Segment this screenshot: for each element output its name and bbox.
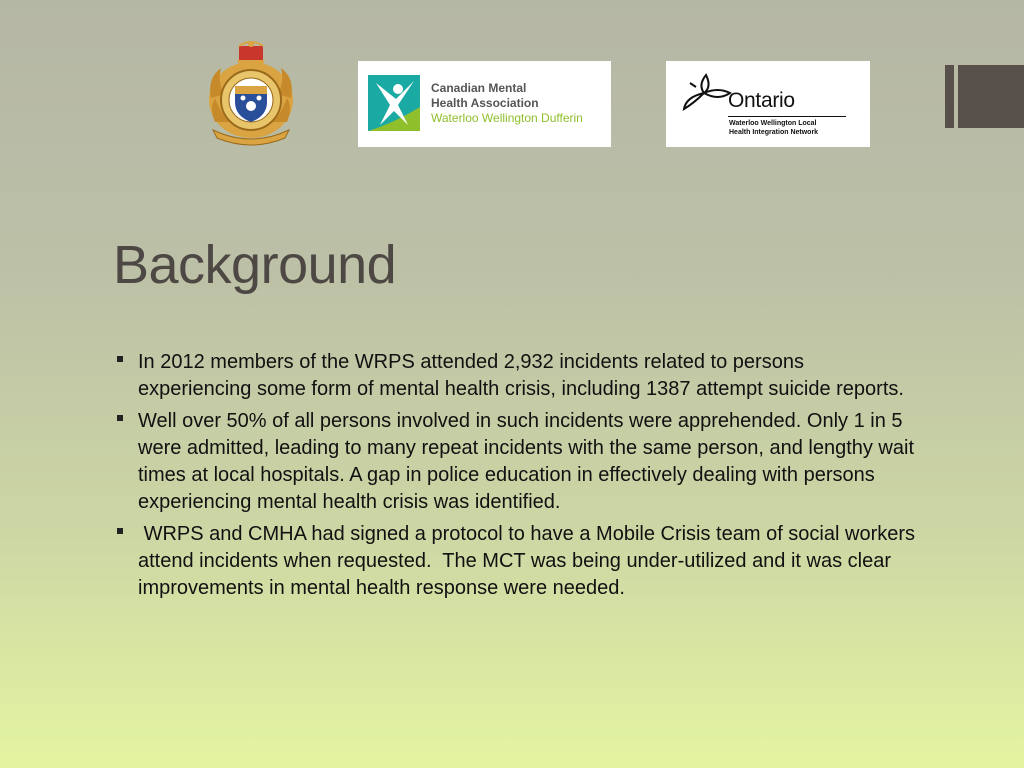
lhin-name-line1: Waterloo Wellington Local bbox=[729, 120, 817, 127]
slide-title: Background bbox=[113, 235, 397, 295]
ontario-rule bbox=[728, 116, 846, 117]
bullet-list bbox=[116, 349, 921, 607]
bullet-square-icon bbox=[117, 415, 123, 421]
cmha-name-line1: Canadian Mental bbox=[431, 81, 527, 95]
bullet-square-icon bbox=[117, 528, 123, 534]
bullet-text: WRPS and CMHA had signed a protocol to have a Mobile Crisis team of social workers attend incidents when requested. The MCT was being under-utilized and it was clear improvements in mental health response were needed. bbox=[138, 523, 921, 599]
cmha-figure-icon bbox=[368, 75, 420, 131]
police-crest-icon bbox=[205, 38, 297, 148]
police-crest-logo bbox=[205, 38, 297, 148]
trillium-icon bbox=[682, 73, 732, 113]
corner-accent-bar-wide bbox=[958, 65, 1024, 128]
bullet-text: Well over 50% of all persons involved in such incidents were apprehended. Only 1 in 5 were admitted, leading to many repeat incidents with the same person, and lengthy wait times at local hospitals. A gap in police education in effectively dealing with persons experiencing mental health crisis was identified. bbox=[138, 410, 914, 513]
lhin-name-line2: Health Integration Network bbox=[729, 129, 819, 136]
ontario-wordmark: Ontario bbox=[728, 89, 795, 112]
cmha-region-line: Waterloo Wellington Dufferin bbox=[431, 111, 583, 125]
corner-accent-bar-thin bbox=[945, 65, 954, 128]
bullet-item bbox=[116, 349, 916, 403]
bullet-text: In 2012 members of the WRPS attended 2,932 incidents related to persons experiencing some form of mental health crisis, including 1387 attempt suicide reports. bbox=[138, 351, 904, 400]
cmha-name-line2: Health Association bbox=[431, 96, 539, 110]
cmha-logo bbox=[358, 61, 611, 147]
bullet-item bbox=[116, 521, 921, 602]
bullet-item bbox=[116, 408, 916, 516]
bullet-square-icon bbox=[117, 356, 123, 362]
ontario-lhin-logo bbox=[666, 61, 870, 147]
